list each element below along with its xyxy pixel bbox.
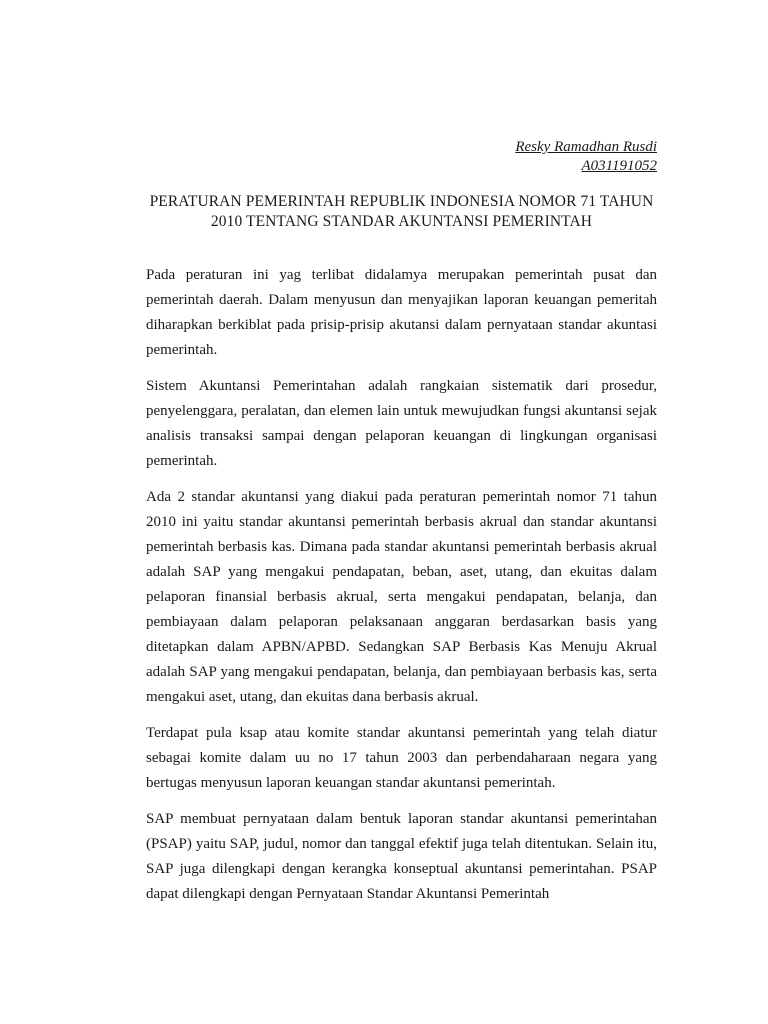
body-paragraph: Terdapat pula ksap atau komite standar akuntansi pemerintah yang telah diatur sebagai komite dalam uu no 17 tahun 2003 dan perbendaharaan negara yang bertugas menyusun laporan keuangan standar akuntansi pemerintah. <box>146 725 657 791</box>
document-body <box>146 263 657 918</box>
author-block <box>515 138 657 176</box>
document-title-line-2: 2010 TENTANG STANDAR AKUNTANSI PEMERINTAH <box>210 213 593 230</box>
body-paragraph: Sistem Akuntansi Pemerintahan adalah rangkaian sistematik dari prosedur, penyelenggara, peralatan, dan elemen lain untuk mewujudkan fungsi akuntansi sejak analisis transaksi sampai dengan pelaporan keuangan di lingkungan organisasi pemerintah. <box>146 378 657 469</box>
body-paragraph: SAP membuat pernyataan dalam bentuk laporan standar akuntansi pemerintahan (PSAP) yaitu SAP, judul, nomor dan tanggal efektif juga telah ditentukan. Selain itu, SAP juga dilengkapi dengan kerangka konseptual akuntansi pemerintahan. PSAP dapat dilengkapi dengan Pernyataan Standar Akuntansi Pemerintah <box>146 811 657 902</box>
body-paragraph: Ada 2 standar akuntansi yang diakui pada peraturan pemerintah nomor 71 tahun 2010 ini yaitu standar akuntansi pemerintah berbasis akrual dan standar akuntansi pemerintah berbasis kas. Dimana pada standar akuntansi pemerintah berbasis akrual adalah SAP yang mengakui pendapatan, beban, aset, utang, dan ekuitas dalam pelaporan finansial berbasis akrual, serta mengakui pendapatan, belanja, dan pembiayaan dalam pelaporan pelaksanaan anggaran berdasarkan basis yang ditetapkan dalam APBN/APBD. Sedangkan SAP Berbasis Kas Menuju Akrual adalah SAP yang mengakui pendapatan, belanja, dan pembiayaan berbasis kas, serta mengakui aset, utang, dan ekuitas dana berbasis akrual. <box>146 489 657 705</box>
document-title <box>142 192 661 232</box>
document-page <box>146 0 657 1024</box>
document-title-line-1: PERATURAN PEMERINTAH REPUBLIK INDONESIA NOMOR 71 TAHUN <box>149 193 654 210</box>
body-paragraph: Pada peraturan ini yag terlibat didalamya merupakan pemerintah pusat dan pemerintah daerah. Dalam menyusun dan menyajikan laporan keuangan pemeritah diharapkan berkiblat pada prisip-prisip akutansi dalam pernyataan standar akuntasi pemerintah. <box>146 267 657 358</box>
author-student-id: A031191052 <box>581 158 657 174</box>
author-name: Resky Ramadhan Rusdi <box>515 139 657 155</box>
